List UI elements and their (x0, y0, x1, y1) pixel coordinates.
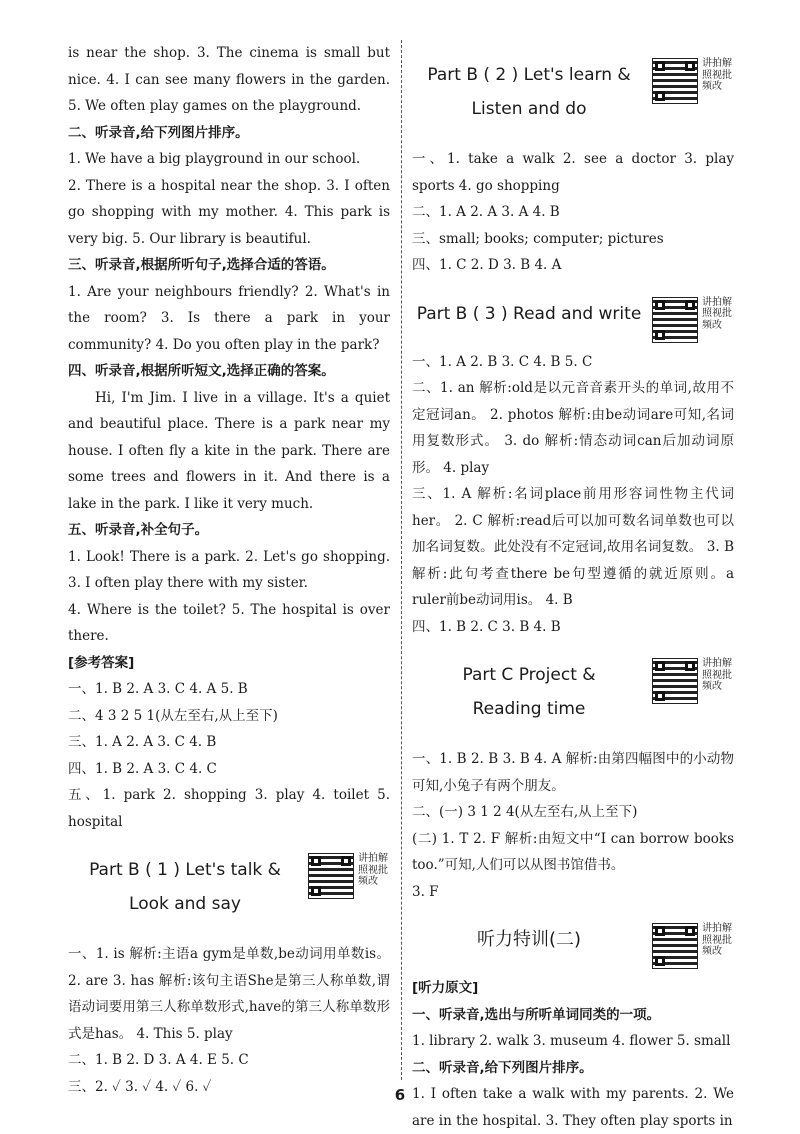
section-heading: 五、听录音,补全句子。 (68, 522, 209, 538)
answer-line: 一、1. A 2. B 3. C 4. B 5. C (412, 353, 593, 370)
section-heading: 二、听录音,给下列图片排序。 (68, 124, 249, 141)
qr-label: 讲拍解照视批频改 (358, 853, 388, 887)
answer-line: (二) 1. T 2. F 解析:由短文中“I can borrow books too.”可知,人们可以从图书馆借书。 (412, 830, 734, 873)
section-heading: [参考答案] (68, 654, 135, 671)
answer-line: 4. Where is the toilet? 5. The hospital is over there. (68, 601, 390, 644)
answer-line: 三、small; books; computer; pictures (412, 230, 664, 247)
answer-line: 四、1. C 2. D 3. B 4. A (412, 257, 562, 273)
qr-code-icon[interactable] (652, 297, 698, 343)
answer-line: 2. There is a hospital near the shop. 3. I often go shopping with my mother. 4. This park is very big. 5. Our library is beautiful. (68, 177, 390, 247)
qr-code-icon[interactable] (652, 58, 698, 104)
section-header (412, 648, 734, 740)
answer-line: 1. library 2. walk 3. museum 4. flower 5. small (412, 1033, 731, 1049)
section-header (412, 287, 734, 343)
column-divider (401, 40, 402, 1080)
qr-code-block[interactable] (304, 849, 390, 903)
answer-line: 一、1. B 2. A 3. C 4. A 5. B (68, 681, 248, 697)
qr-code-block[interactable] (648, 54, 734, 108)
section-heading: 一、听录音,选出与所听单词同类的一项。 (412, 1006, 661, 1023)
qr-code-icon[interactable] (652, 658, 698, 704)
qr-label: 讲拍解照视批频改 (702, 923, 732, 957)
section-title: 听力特训(二) (476, 929, 582, 950)
answer-line: 三、1. A 2. A 3. C 4. B (68, 734, 217, 750)
answer-line: is near the shop. 3. The cinema is small but nice. 4. I can see many flowers in the garden. 5. We often play games on the playground. (68, 45, 390, 114)
qr-code-block[interactable] (648, 293, 734, 347)
qr-code-block[interactable] (648, 919, 734, 973)
answer-line: 二、(一) 3 1 2 4(从左至右,从上至下) (412, 804, 638, 820)
section-header (412, 48, 734, 140)
qr-label: 讲拍解照视批频改 (702, 58, 732, 92)
answer-line: 三、1. A 解析:名词place前用形容词性物主代词her。 2. C 解析:read后可以加可数名词单数也可以加名词复数。此处没有不定冠词,故用名词复数。 3. B 解析:此句考查there be句型遵循的就近原则。a ruler前be动词用is。 4. B (412, 486, 734, 608)
qr-code-icon[interactable] (308, 853, 354, 899)
answer-line: 1. Look! There is a park. 2. Let's go shopping. 3. I often play there with my sister. (68, 548, 390, 591)
answer-line: 四、1. B 2. A 3. C 4. C (68, 760, 217, 777)
answer-line: 三、2. ✓ 3. ✓ 4. ✓ 6. ✓ (68, 1078, 212, 1095)
answer-line: 二、1. an 解析:old是以元音音素开头的单词,故用不定冠词an。 2. photos 解析:由be动词are可知,名词用复数形式。 3. do 解析:情态动词can后加动词原形。 4. play (412, 380, 734, 476)
answer-line: 四、1. B 2. C 3. B 4. B (412, 618, 561, 635)
left-column (68, 40, 390, 1100)
answer-line: 二、1. B 2. D 3. A 4. E 5. C (68, 1052, 249, 1068)
section-heading: [听力原文] (412, 980, 479, 996)
page-number: 6 (394, 1086, 406, 1104)
qr-label: 讲拍解照视批频改 (702, 658, 732, 692)
answer-line: 一、1. is 解析:主语a gym是单数,be动词用单数is。 2. are 3. has 解析:该句主语She是第三人称单数,谓语动词要用第三人称单数形式,have的第三人称单数形式是has。 4. This 5. play (68, 946, 390, 1042)
section-header (412, 913, 734, 969)
qr-code-block[interactable] (648, 654, 734, 708)
passage-paragraph: Hi, I'm Jim. I live in a village. It's a quiet and beautiful place. There is a park near my house. I often fly a kite in the park. There are some trees and flowers in it. And there is a lake in the park. I like it very much. (68, 389, 390, 512)
section-heading: 三、听录音,根据所听句子,选择合适的答语。 (68, 257, 335, 273)
section-header (68, 843, 390, 935)
answer-line: 1. Are your neighbours friendly? 2. What's in the room? 3. Is there a park in your community? 4. Do you often play in the park? (68, 283, 390, 353)
section-heading: 四、听录音,根据所听短文,选择正确的答案。 (68, 363, 335, 379)
answer-line: 二、4 3 2 5 1(从左至右,从上至下) (68, 707, 278, 724)
answer-line: 1. We have a big playground in our school. (68, 151, 361, 167)
qr-code-icon[interactable] (652, 923, 698, 969)
answer-line: 1. I often take a walk with my parents. 2. We are in the hospital. 3. They often play sports in (412, 1086, 734, 1129)
qr-label: 讲拍解照视批频改 (702, 296, 732, 331)
section-title: Part B ( 3 ) Read and write (416, 303, 642, 324)
answer-line: 一、1. take a walk 2. see a doctor 3. play sports 4. go shopping (412, 151, 734, 194)
answer-line: 3. F (412, 883, 439, 900)
section-title: Part B ( 1 ) Let's talk & Look and say (89, 860, 281, 914)
answer-line: 五、1. park 2. shopping 3. play 4. toilet 5. hospital (68, 787, 390, 830)
section-heading: 二、听录音,给下列图片排序。 (412, 1059, 593, 1076)
section-title: Part C Project & Reading time (462, 665, 596, 719)
right-column (412, 40, 734, 1134)
answer-line: 一、1. B 2. B 3. B 4. A 解析:由第四幅图中的小动物可知,小兔子有两个朋友。 (412, 751, 734, 794)
answer-line: 二、1. A 2. A 3. A 4. B (412, 204, 560, 220)
section-title: Part B ( 2 ) Let's learn & Listen and do (427, 65, 631, 119)
